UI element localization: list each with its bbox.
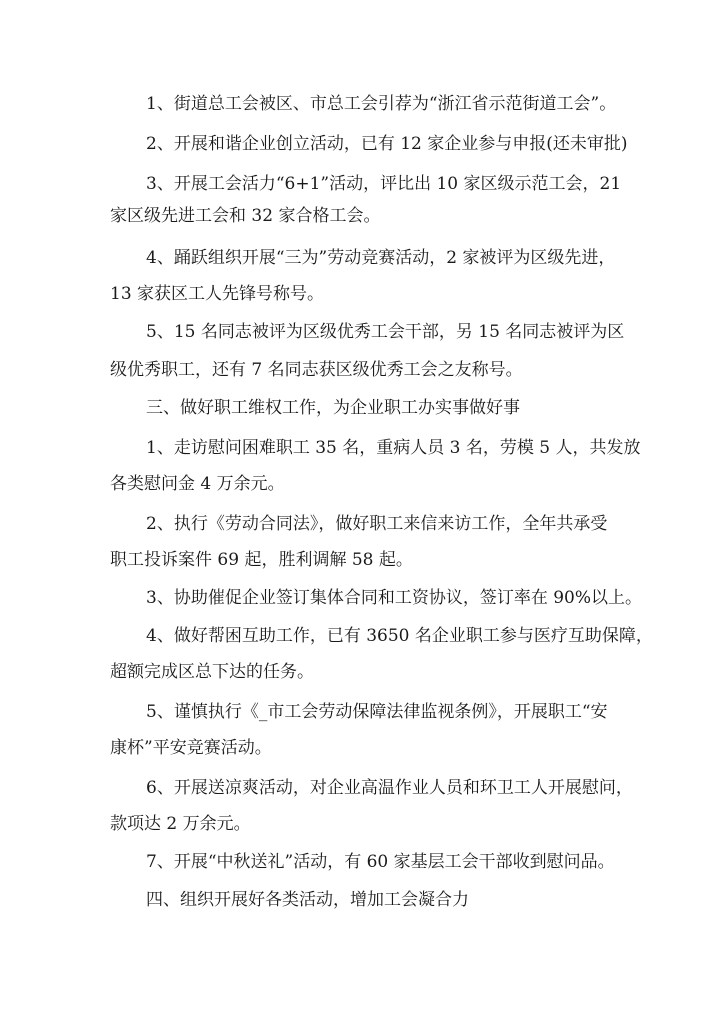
text-line: 4、做好帮困互助工作，已有 3650 名企业职工参与医疗互助保障， (146, 626, 653, 646)
text-line: 各类慰问金 4 万余元。 (110, 474, 285, 494)
text-line: 3、开展工会活力“6+1”活动，评比出 10 家区级示范工会，21 (146, 174, 622, 194)
text-line: 康杯”平安竞赛活动。 (110, 738, 272, 758)
text-line: 超额完成区总下达的任务。 (110, 662, 314, 682)
section-heading: 三、做好职工维权工作，为企业职工办实事做好事 (146, 398, 520, 418)
text-line: 4、踊跃组织开展“三为”劳动竞赛活动，2 家被评为区级先进， (146, 248, 616, 268)
section-heading: 四、组织开展好各类活动，增加工会凝合力 (146, 890, 469, 910)
text-line: 款项达 2 万余元。 (110, 814, 251, 834)
text-line: 1、街道总工会被区、市总工会引荐为“浙江省示范街道工会”。 (146, 94, 617, 114)
text-line: 级优秀职工，还有 7 名同志获区级优秀工会之友称号。 (110, 360, 523, 380)
text-line: 6、开展送凉爽活动，对企业高温作业人员和环卫工人开展慰问， (146, 778, 633, 798)
text-line: 7、开展“中秋送礼”活动，有 60 家基层工会干部收到慰问品。 (146, 852, 615, 872)
text-line: 2、开展和谐企业创立活动，已有 12 家企业参与申报(还未审批) (146, 134, 628, 154)
text-line: 3、协助催促企业签订集体合同和工资协议，签订率在 90%以上。 (146, 588, 643, 608)
text-line: 5、谨慎执行《_市工会劳动保障法律监视条例》，开展职工“安 (146, 702, 608, 722)
text-line: 职工投诉案件 69 起，胜利调解 58 起。 (110, 550, 413, 570)
text-line: 1、走访慰问困难职工 35 名，重病人员 3 名，劳模 5 人，共发放 (146, 438, 641, 458)
text-line: 5、15 名同志被评为区级优秀工会干部，另 15 名同志被评为区 (146, 322, 625, 342)
text-line: 13 家获区工人先锋号称号。 (110, 284, 325, 304)
text-line: 家区级先进工会和 32 家合格工会。 (110, 206, 381, 226)
text-line: 2、执行《劳动合同法》，做好职工来信来访工作，全年共承受 (146, 514, 608, 534)
